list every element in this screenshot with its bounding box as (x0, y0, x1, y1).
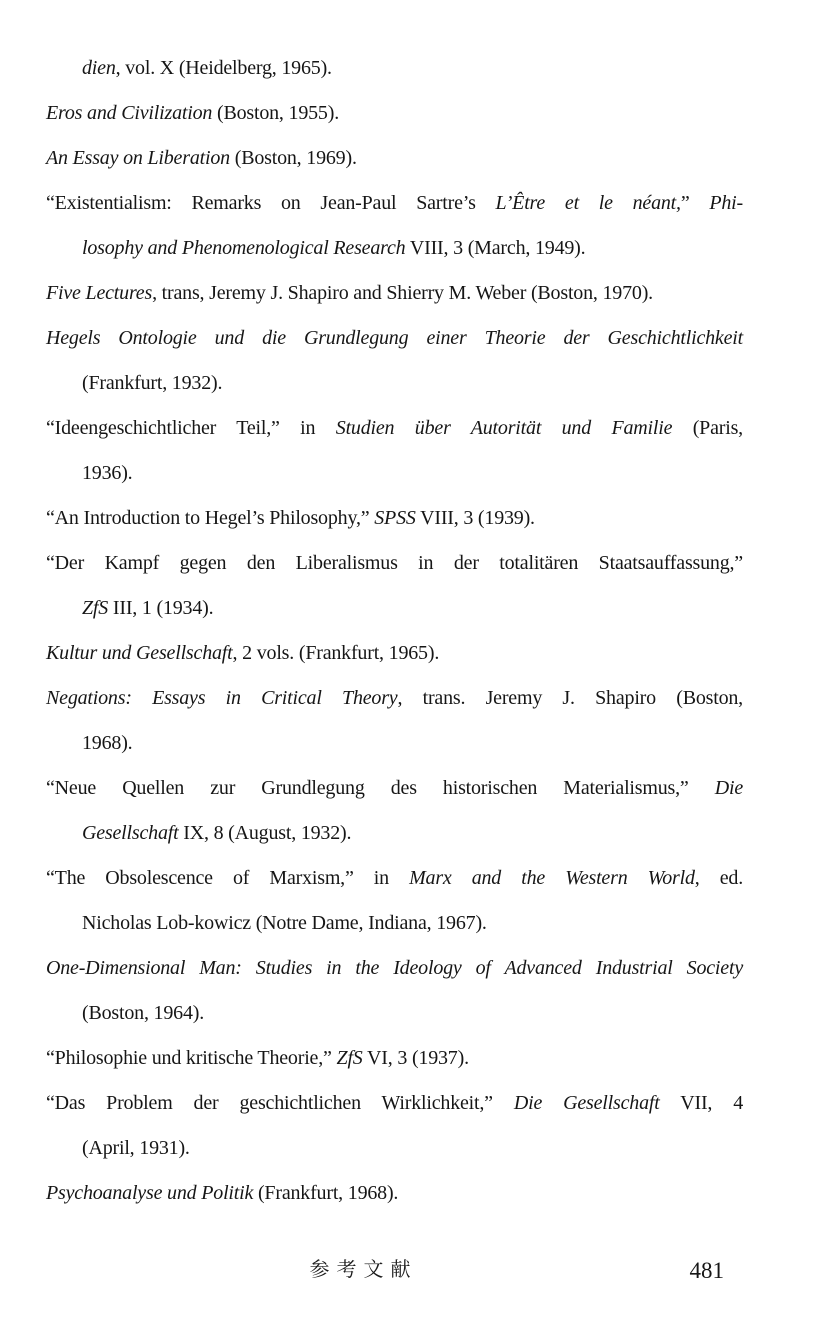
bib-line (46, 451, 743, 496)
bib-line (46, 46, 743, 91)
bib-entry (46, 136, 743, 181)
bib-line (46, 811, 743, 856)
text-segment: “The Obsolescence of Marxism,” in (46, 867, 410, 889)
text-segment: ” (680, 192, 710, 214)
bib-line (46, 181, 743, 226)
bib-entry (46, 766, 743, 856)
title-segment: Die Gesellschaft (513, 1092, 660, 1114)
text-segment: Nicholas Lob-kowicz (Notre Dame, Indiana, 1967). (82, 912, 487, 934)
text-segment: “Ideengeschichtlicher Teil,” in (46, 417, 336, 439)
bib-line (46, 901, 743, 946)
title-segment: Die (714, 777, 743, 799)
text-segment: “An Introduction to Hegel’s Philosophy,” (46, 507, 375, 529)
text-segment: , trans. Jeremy J. Shapiro (Boston, (397, 687, 743, 709)
text-segment: , trans, Jeremy J. Shapiro and Shierry M. Weber (Boston, 1970). (152, 282, 653, 304)
text-segment: “Philosophie und kritische Theorie,” (46, 1047, 337, 1069)
text-segment: 1936). (82, 462, 133, 484)
title-segment: Psychoanalyse und Politik (46, 1182, 254, 1204)
title-segment: losophy and Phenomenological Research (82, 237, 406, 259)
title-segment: ZfS (82, 597, 109, 619)
text-segment: , 2 vols. (Frankfurt, 1965). (232, 642, 440, 664)
bib-line (46, 631, 743, 676)
bib-line (46, 991, 743, 1036)
bib-line (46, 226, 743, 271)
bib-line (46, 1126, 743, 1171)
text-segment: “Existentialism: Remarks on Jean-Paul Sartre’s (46, 192, 496, 214)
bib-entry (46, 91, 743, 136)
bib-entry (46, 496, 743, 541)
bib-line (46, 136, 743, 181)
text-segment: 1968). (82, 732, 133, 754)
text-segment: VIII, 3 (March, 1949). (405, 237, 586, 259)
title-segment: ZfS (336, 1047, 363, 1069)
title-segment: Negations: Essays in Critical Theory (46, 687, 398, 709)
bib-line (46, 316, 743, 361)
text-segment: (Frankfurt, 1932). (82, 372, 223, 394)
bib-entry (46, 181, 743, 271)
bib-line (46, 1081, 743, 1126)
text-segment: (Boston, 1964). (82, 1002, 205, 1024)
title-segment: Five Lectures (46, 282, 153, 304)
text-segment: VII, 4 (659, 1092, 744, 1114)
title-segment: Marx and the Western World (409, 867, 695, 889)
bib-entry (46, 316, 743, 406)
page-number: 481 (689, 1258, 724, 1283)
text-segment: “Der Kampf gegen den Liberalismus in der totalitären Staatsauffassung,” (46, 552, 743, 574)
bib-entry (46, 631, 743, 676)
bib-line (46, 91, 743, 136)
bib-line (46, 766, 743, 811)
bib-line (46, 1036, 743, 1081)
title-segment: An Essay on Liberation (46, 147, 230, 169)
page-footer (46, 1248, 743, 1293)
bib-line (46, 361, 743, 406)
bib-line (46, 721, 743, 766)
text-segment: , vol. X (Heidelberg, 1965). (115, 57, 332, 79)
text-segment: (April, 1931). (82, 1137, 190, 1159)
bib-line (46, 946, 743, 991)
text-segment: (Paris, (672, 417, 743, 439)
bib-entry (46, 946, 743, 1036)
title-segment: Eros and Civilization (46, 102, 213, 124)
bibliography-list (46, 46, 743, 1216)
text-segment: VIII, 3 (1939). (415, 507, 535, 529)
bib-entry (46, 406, 743, 496)
text-segment: VI, 3 (1937). (362, 1047, 469, 1069)
text-segment: “Das Problem der geschichtlichen Wirklichkeit,” (46, 1092, 514, 1114)
title-segment: L’Être et le néant, (495, 192, 681, 214)
bib-line (46, 496, 743, 541)
bib-line (46, 271, 743, 316)
bib-line (46, 856, 743, 901)
bib-entry (46, 541, 743, 631)
title-segment: Gesellschaft (82, 822, 179, 844)
text-segment: III, 1 (1934). (108, 597, 214, 619)
bib-entry (46, 1081, 743, 1171)
text-segment: IX, 8 (August, 1932). (178, 822, 352, 844)
bib-entry (46, 856, 743, 946)
bib-line (46, 406, 743, 451)
bib-entry (46, 1171, 743, 1216)
text-segment: “Neue Quellen zur Grundlegung des historischen Materialismus,” (46, 777, 715, 799)
bib-entry (46, 676, 743, 766)
text-segment: (Frankfurt, 1968). (253, 1182, 399, 1204)
title-segment: Kultur und Gesellschaft (46, 642, 233, 664)
bib-line (46, 676, 743, 721)
title-segment: Studien über Autorität und Familie (335, 417, 673, 439)
title-segment: SPSS (374, 507, 416, 529)
title-segment: Hegels Ontologie und die Grundlegung einer Theorie der Geschichtlichkeit (46, 327, 743, 349)
text-segment: (Boston, 1969). (229, 147, 357, 169)
text-segment: , ed. (694, 867, 743, 889)
title-segment: Phi- (709, 192, 743, 214)
section-label: 参考文献 (309, 1259, 418, 1281)
bib-entry (46, 271, 743, 316)
bib-line (46, 586, 743, 631)
bib-entry (46, 1036, 743, 1081)
bib-entry (46, 46, 743, 91)
bib-line (46, 1171, 743, 1216)
title-segment: One-Dimensional Man: Studies in the Ideology of Advanced Industrial Society (46, 957, 743, 979)
text-segment: (Boston, 1955). (212, 102, 339, 124)
bib-line (46, 541, 743, 586)
title-segment: dien (82, 57, 116, 79)
